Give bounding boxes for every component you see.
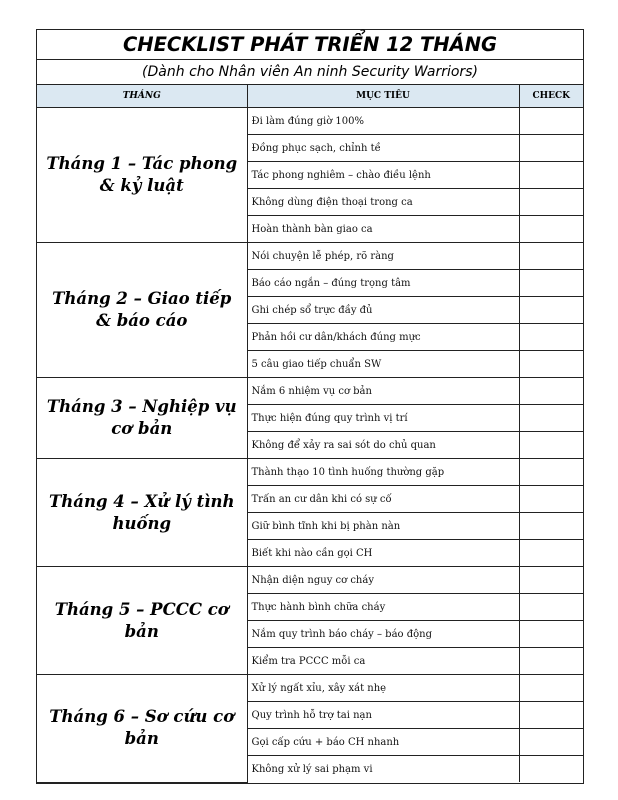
goal-item: Đồng phục sạch, chỉnh tề	[247, 135, 519, 162]
goal-item: Báo cáo ngắn – đúng trọng tâm	[247, 270, 519, 297]
check-cell[interactable]	[519, 459, 583, 486]
goal-item: Thực hiện đúng quy trình vị trí	[247, 405, 519, 432]
check-cell[interactable]	[519, 594, 583, 621]
checklist-sheet	[36, 29, 584, 784]
check-cell[interactable]	[519, 324, 583, 351]
goal-item: Biết khi nào cần gọi CH	[247, 540, 519, 567]
goal-item: Không để xảy ra sai sót do chủ quan	[247, 432, 519, 459]
month-label: Tháng 4 – Xử lý tình huống	[37, 459, 247, 567]
check-cell[interactable]	[519, 297, 583, 324]
check-cell[interactable]	[519, 270, 583, 297]
column-header-month: THÁNG	[37, 85, 247, 108]
check-cell[interactable]	[519, 729, 583, 756]
goal-item: Nắm quy trình báo cháy – báo động	[247, 621, 519, 648]
check-cell[interactable]	[519, 540, 583, 567]
month-label: Tháng 1 – Tác phong & kỷ luật	[37, 108, 247, 243]
table-row	[37, 108, 583, 135]
table-row	[37, 378, 583, 405]
check-cell[interactable]	[519, 216, 583, 243]
month-label: Tháng 6 – Sơ cứu cơ bản	[37, 675, 247, 783]
goal-item: Phản hồi cư dân/khách đúng mực	[247, 324, 519, 351]
check-cell[interactable]	[519, 702, 583, 729]
check-cell[interactable]	[519, 432, 583, 459]
page-title: CHECKLIST PHÁT TRIỂN 12 THÁNG	[37, 30, 583, 60]
goal-item: Nắm 6 nhiệm vụ cơ bản	[247, 378, 519, 405]
goal-item: Giữ bình tĩnh khi bị phàn nàn	[247, 513, 519, 540]
goal-item: Gọi cấp cứu + báo CH nhanh	[247, 729, 519, 756]
column-header-check: CHECK	[519, 85, 583, 108]
check-cell[interactable]	[519, 675, 583, 702]
check-cell[interactable]	[519, 108, 583, 135]
column-header-goal: MỤC TIÊU	[247, 85, 519, 108]
goal-item: Kiểm tra PCCC mỗi ca	[247, 648, 519, 675]
check-cell[interactable]	[519, 189, 583, 216]
goal-item: Tác phong nghiêm – chào điều lệnh	[247, 162, 519, 189]
check-cell[interactable]	[519, 513, 583, 540]
page-subtitle: (Dành cho Nhân viên An ninh Security Warriors)	[37, 60, 583, 85]
check-cell[interactable]	[519, 621, 583, 648]
goal-item: Xử lý ngất xỉu, xây xát nhẹ	[247, 675, 519, 702]
check-cell[interactable]	[519, 135, 583, 162]
table-header-row	[37, 85, 583, 108]
goal-item: Nhận diện nguy cơ cháy	[247, 567, 519, 594]
check-cell[interactable]	[519, 756, 583, 783]
goal-item: Quy trình hỗ trợ tai nạn	[247, 702, 519, 729]
table-row	[37, 675, 583, 702]
check-cell[interactable]	[519, 162, 583, 189]
checklist-table	[37, 85, 583, 783]
goal-item: Không xử lý sai phạm vi	[247, 756, 519, 783]
goal-item: Thành thạo 10 tình huống thường gặp	[247, 459, 519, 486]
check-cell[interactable]	[519, 378, 583, 405]
goal-item: Trấn an cư dân khi có sự cố	[247, 486, 519, 513]
table-row	[37, 243, 583, 270]
check-cell[interactable]	[519, 567, 583, 594]
month-label: Tháng 2 – Giao tiếp & báo cáo	[37, 243, 247, 378]
check-cell[interactable]	[519, 486, 583, 513]
goal-item: Không dùng điện thoại trong ca	[247, 189, 519, 216]
goal-item: Đi làm đúng giờ 100%	[247, 108, 519, 135]
goal-item: 5 câu giao tiếp chuẩn SW	[247, 351, 519, 378]
goal-item: Hoàn thành bàn giao ca	[247, 216, 519, 243]
month-label: Tháng 5 – PCCC cơ bản	[37, 567, 247, 675]
table-row	[37, 567, 583, 594]
table-row	[37, 459, 583, 486]
goal-item: Ghi chép sổ trực đầy đủ	[247, 297, 519, 324]
check-cell[interactable]	[519, 405, 583, 432]
check-cell[interactable]	[519, 351, 583, 378]
goal-item: Thực hành bình chữa cháy	[247, 594, 519, 621]
check-cell[interactable]	[519, 648, 583, 675]
check-cell[interactable]	[519, 243, 583, 270]
month-label: Tháng 3 – Nghiệp vụ cơ bản	[37, 378, 247, 459]
goal-item: Nói chuyện lễ phép, rõ ràng	[247, 243, 519, 270]
checklist-body	[37, 108, 583, 783]
